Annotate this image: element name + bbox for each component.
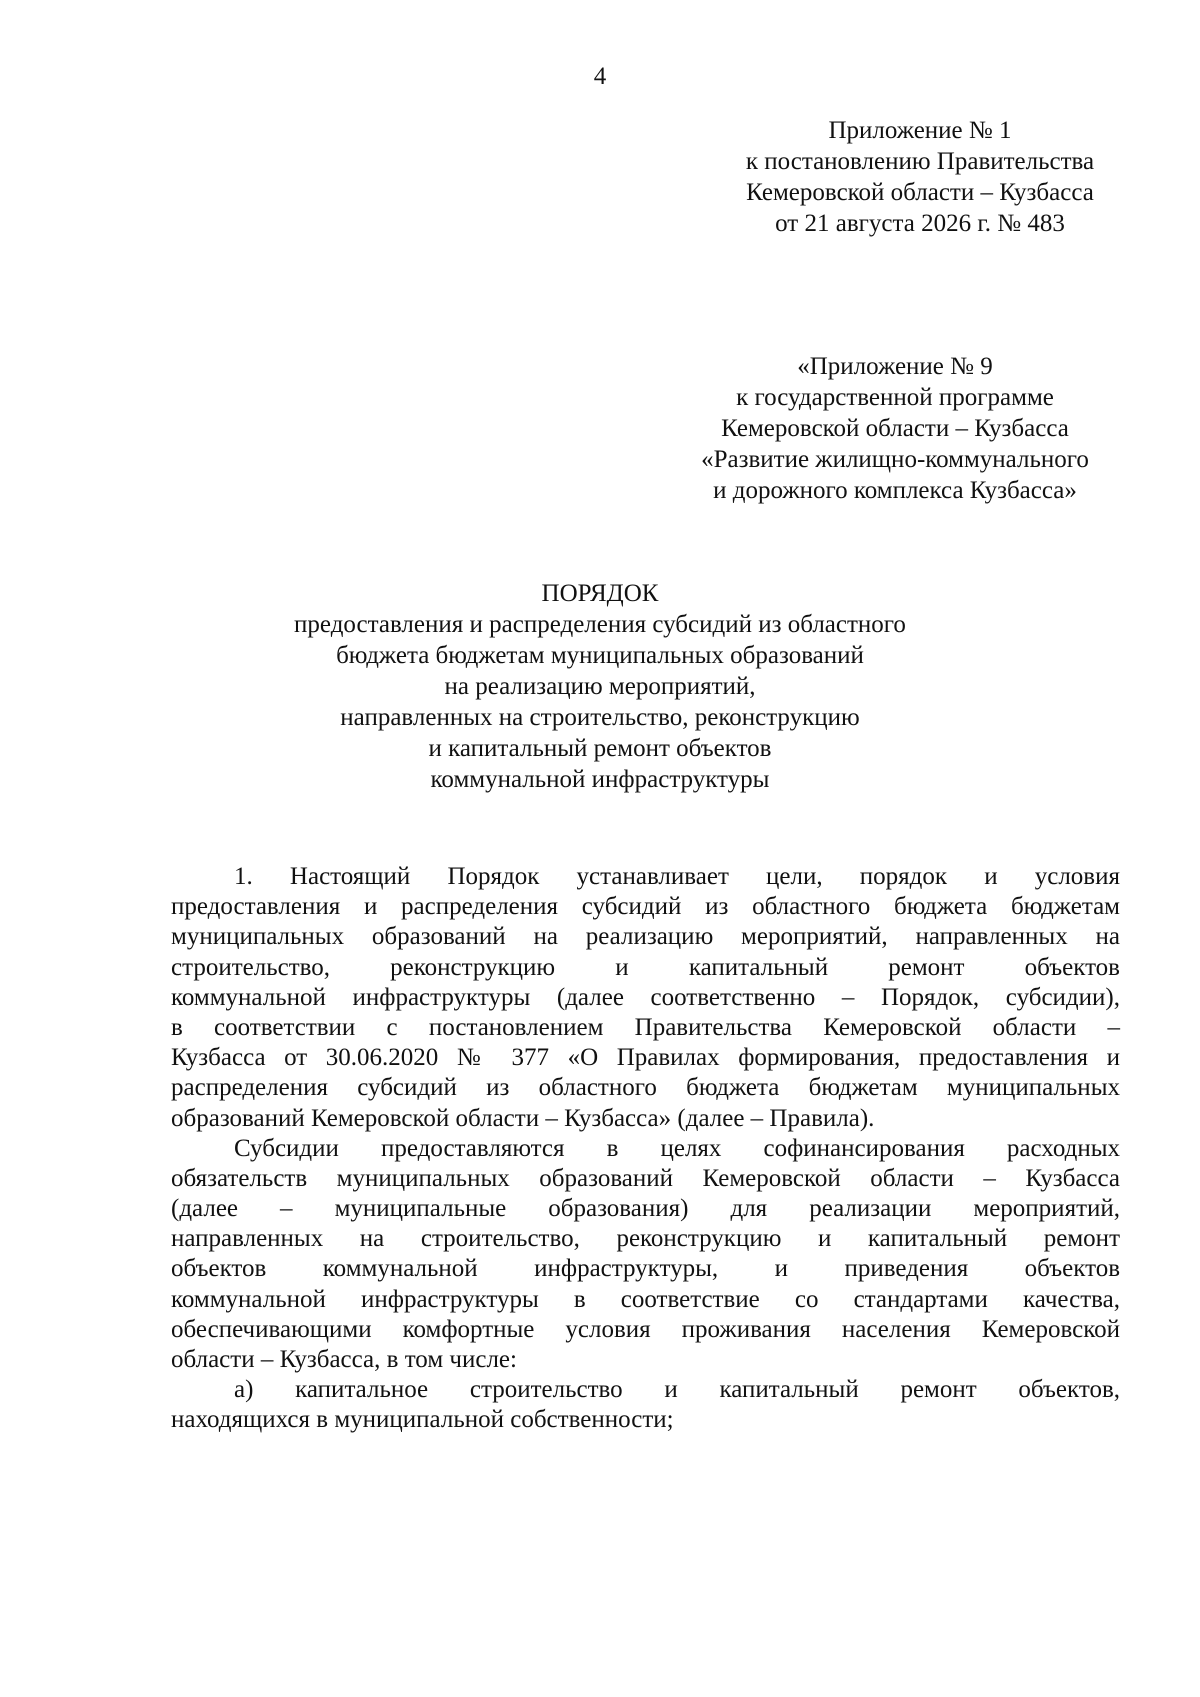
body-line: образований Кемеровской области – Кузбасса» (далее – Правила). (171, 1104, 875, 1132)
body-line: обеспечивающими комфортные условия проживания населения Кемеровской (171, 1315, 1120, 1343)
body-line: Субсидии предоставляются в целях софинансирования расходных (234, 1134, 1120, 1162)
document-title: ПОРЯДОК (541, 580, 659, 607)
body-line: предоставления и распределения субсидий из областного бюджета бюджетам (171, 893, 1120, 921)
document-subtitle-line: коммунальной инфраструктуры (430, 766, 770, 793)
body-line: коммунальной инфраструктуры в соответствие со стандартами качества, (171, 1285, 1120, 1313)
body-line: распределения субсидий из областного бюджета бюджетам муниципальных (171, 1074, 1120, 1102)
body-line: направленных на строительство, реконструкцию и капитальный ремонт (171, 1225, 1120, 1253)
document-subtitle-line: бюджета бюджетам муниципальных образований (336, 642, 864, 669)
body-line: 1. Настоящий Порядок устанавливает цели, порядок и условия (234, 863, 1120, 890)
appendix-1-header (700, 118, 1140, 242)
document-heading (200, 581, 1000, 798)
body-line: а) капитальное строительство и капитальный ремонт объектов, (234, 1376, 1120, 1404)
appendix-1-line: от 21 августа 2026 г. № 483 (775, 210, 1065, 237)
body-line: строительство, реконструкцию и капитальный ремонт объектов (171, 953, 1120, 981)
appendix-1-line: Кемеровской области – Кузбасса (746, 179, 1094, 206)
body-line: (далее – муниципальные образования) для реализации мероприятий, (171, 1195, 1120, 1223)
document-subtitle-line: и капитальный ремонт объектов (428, 735, 772, 762)
body-line: обязательств муниципальных образований Кемеровской области – Кузбасса (171, 1164, 1120, 1192)
appendix-1-line: к постановлению Правительства (745, 148, 1095, 175)
document-subtitle-line: на реализацию мероприятий, (444, 673, 756, 700)
document-subtitle-line: предоставления и распределения субсидий из областного (294, 611, 906, 638)
appendix-9-line: к государственной программе (736, 384, 1054, 411)
body-line: в соответствии с постановлением Правительства Кемеровской области – (171, 1013, 1120, 1041)
appendix-9-line: «Развитие жилищно-коммунального (701, 446, 1089, 473)
appendix-1-line: Приложение № 1 (828, 117, 1012, 144)
body-line: муниципальных образований на реализацию мероприятий, направленных на (171, 923, 1120, 951)
body-line: коммунальной инфраструктуры (далее соответственно – Порядок, субсидии), (171, 983, 1120, 1011)
appendix-9-header (650, 354, 1140, 509)
body-line: объектов коммунальной инфраструктуры, и приведения объектов (171, 1255, 1120, 1283)
body-line: Кузбасса от 30.06.2020 № 377 «О Правилах формирования, предоставления и (171, 1044, 1120, 1072)
page-number: 4 (593, 63, 607, 90)
appendix-9-line: «Приложение № 9 (797, 353, 993, 380)
document-subtitle-line: направленных на строительство, реконструкцию (340, 704, 860, 731)
appendix-9-line: Кемеровской области – Кузбасса (721, 415, 1069, 442)
body-line: находящихся в муниципальной собственности; (171, 1406, 674, 1434)
body-line: области – Кузбасса, в том числе: (171, 1346, 517, 1373)
body-text (171, 864, 1120, 1438)
appendix-9-line: и дорожного комплекса Кузбасса» (713, 477, 1077, 504)
